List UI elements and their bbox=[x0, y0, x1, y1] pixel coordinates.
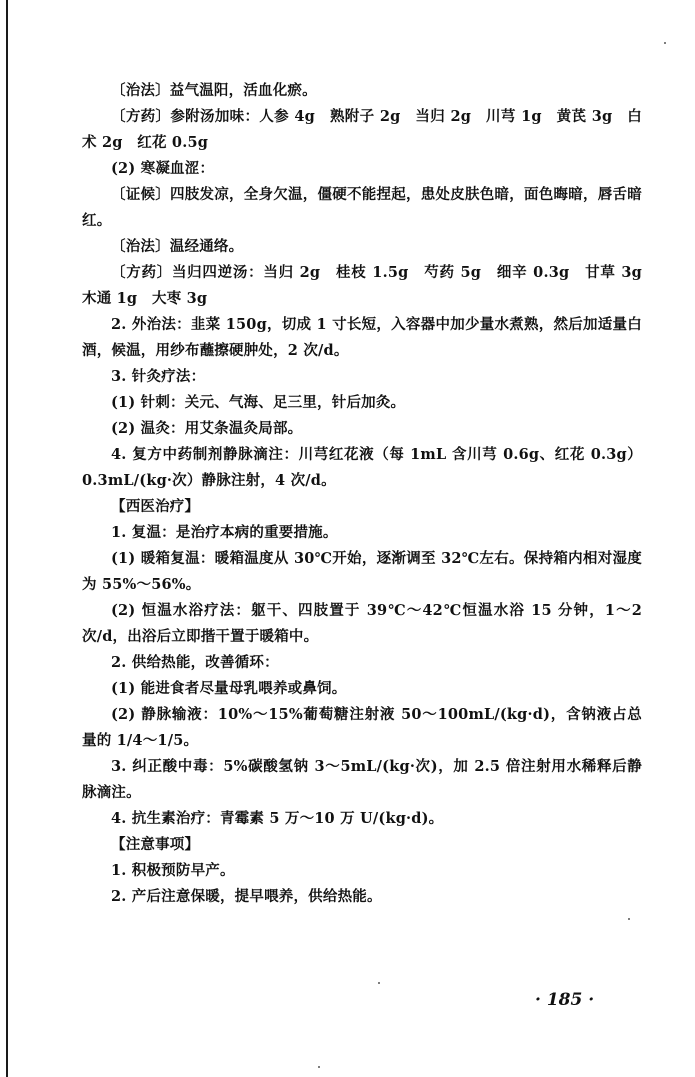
paragraph: 2. 产后注意保暖，提早喂养，供给热能。 bbox=[111, 888, 382, 905]
paragraph: (2) 寒凝血涩： bbox=[111, 160, 215, 177]
paragraph: 〔证候〕四肢发凉，全身欠温，僵硬不能捏起，患处皮肤色暗，面色晦暗，唇舌暗红。 bbox=[82, 186, 642, 229]
paragraph: 3. 针灸疗法： bbox=[111, 368, 206, 385]
paragraph: 2. 供给热能，改善循环： bbox=[111, 654, 279, 671]
page-body bbox=[82, 78, 657, 910]
paragraph: (1) 暖箱复温：暖箱温度从 30℃开始，逐渐调至 32℃左右。保持箱内相对湿度为 55%～56%。 bbox=[82, 550, 642, 593]
paragraph: 〔方药〕参附汤加味：人参 4g 熟附子 2g 当归 2g 川芎 1g 黄芪 3g 白术 2g 红花 0.5g bbox=[82, 108, 642, 151]
paragraph: (2) 静脉输液：10%～15%葡萄糖注射液 50～100mL/(kg·d)，含钠液占总量的 1/4～1/5。 bbox=[82, 706, 642, 749]
paragraph: (2) 恒温水浴疗法：躯干、四肢置于 39℃～42℃恒温水浴 15 分钟，1～2 次/d，出浴后立即揩干置于暖箱中。 bbox=[82, 602, 642, 645]
paragraph: 4. 复方中药制剂静脉滴注：川芎红花液（每 1mL 含川芎 0.6g、红花 0.3g）0.3mL/(kg·次）静脉注射，4 次/d。 bbox=[82, 446, 642, 489]
paragraph: 〔治法〕益气温阳，活血化瘀。 bbox=[111, 82, 317, 99]
paragraph: 〔方药〕当归四逆汤：当归 2g 桂枝 1.5g 芍药 5g 细辛 0.3g 甘草 3g 木通 1g 大枣 3g bbox=[82, 264, 657, 307]
page-edge-border bbox=[6, 0, 8, 1077]
paragraph: 1. 积极预防早产。 bbox=[111, 862, 235, 879]
scan-speck bbox=[378, 982, 380, 984]
scan-speck bbox=[318, 1066, 320, 1068]
section-heading-western-treatment: 【西医治疗】 bbox=[111, 498, 200, 515]
paragraph: (2) 温灸：用艾条温灸局部。 bbox=[111, 420, 303, 437]
paragraph: 2. 外治法：韭菜 150g，切成 1 寸长短，入容器中加少量水煮熟，然后加适量白酒，候温，用纱布蘸擦硬肿处，2 次/d。 bbox=[82, 316, 642, 359]
paragraph: 4. 抗生素治疗：青霉素 5 万～10 万 U/(kg·d)。 bbox=[111, 810, 444, 827]
scan-speck bbox=[628, 918, 630, 920]
scan-speck bbox=[664, 42, 666, 44]
section-heading-precautions: 【注意事项】 bbox=[111, 836, 200, 853]
paragraph: 3. 纠正酸中毒：5%碳酸氢钠 3～5mL/(kg·次)，加 2.5 倍注射用水稀释后静脉滴注。 bbox=[82, 758, 642, 801]
page-number: · 185 · bbox=[535, 990, 595, 1010]
paragraph: 1. 复温：是治疗本病的重要措施。 bbox=[111, 524, 338, 541]
paragraph: (1) 针刺：关元、气海、足三里，针后加灸。 bbox=[111, 394, 406, 411]
paragraph: 〔治法〕温经通络。 bbox=[111, 238, 244, 255]
paragraph: (1) 能进食者尽量母乳喂养或鼻饲。 bbox=[111, 680, 347, 697]
